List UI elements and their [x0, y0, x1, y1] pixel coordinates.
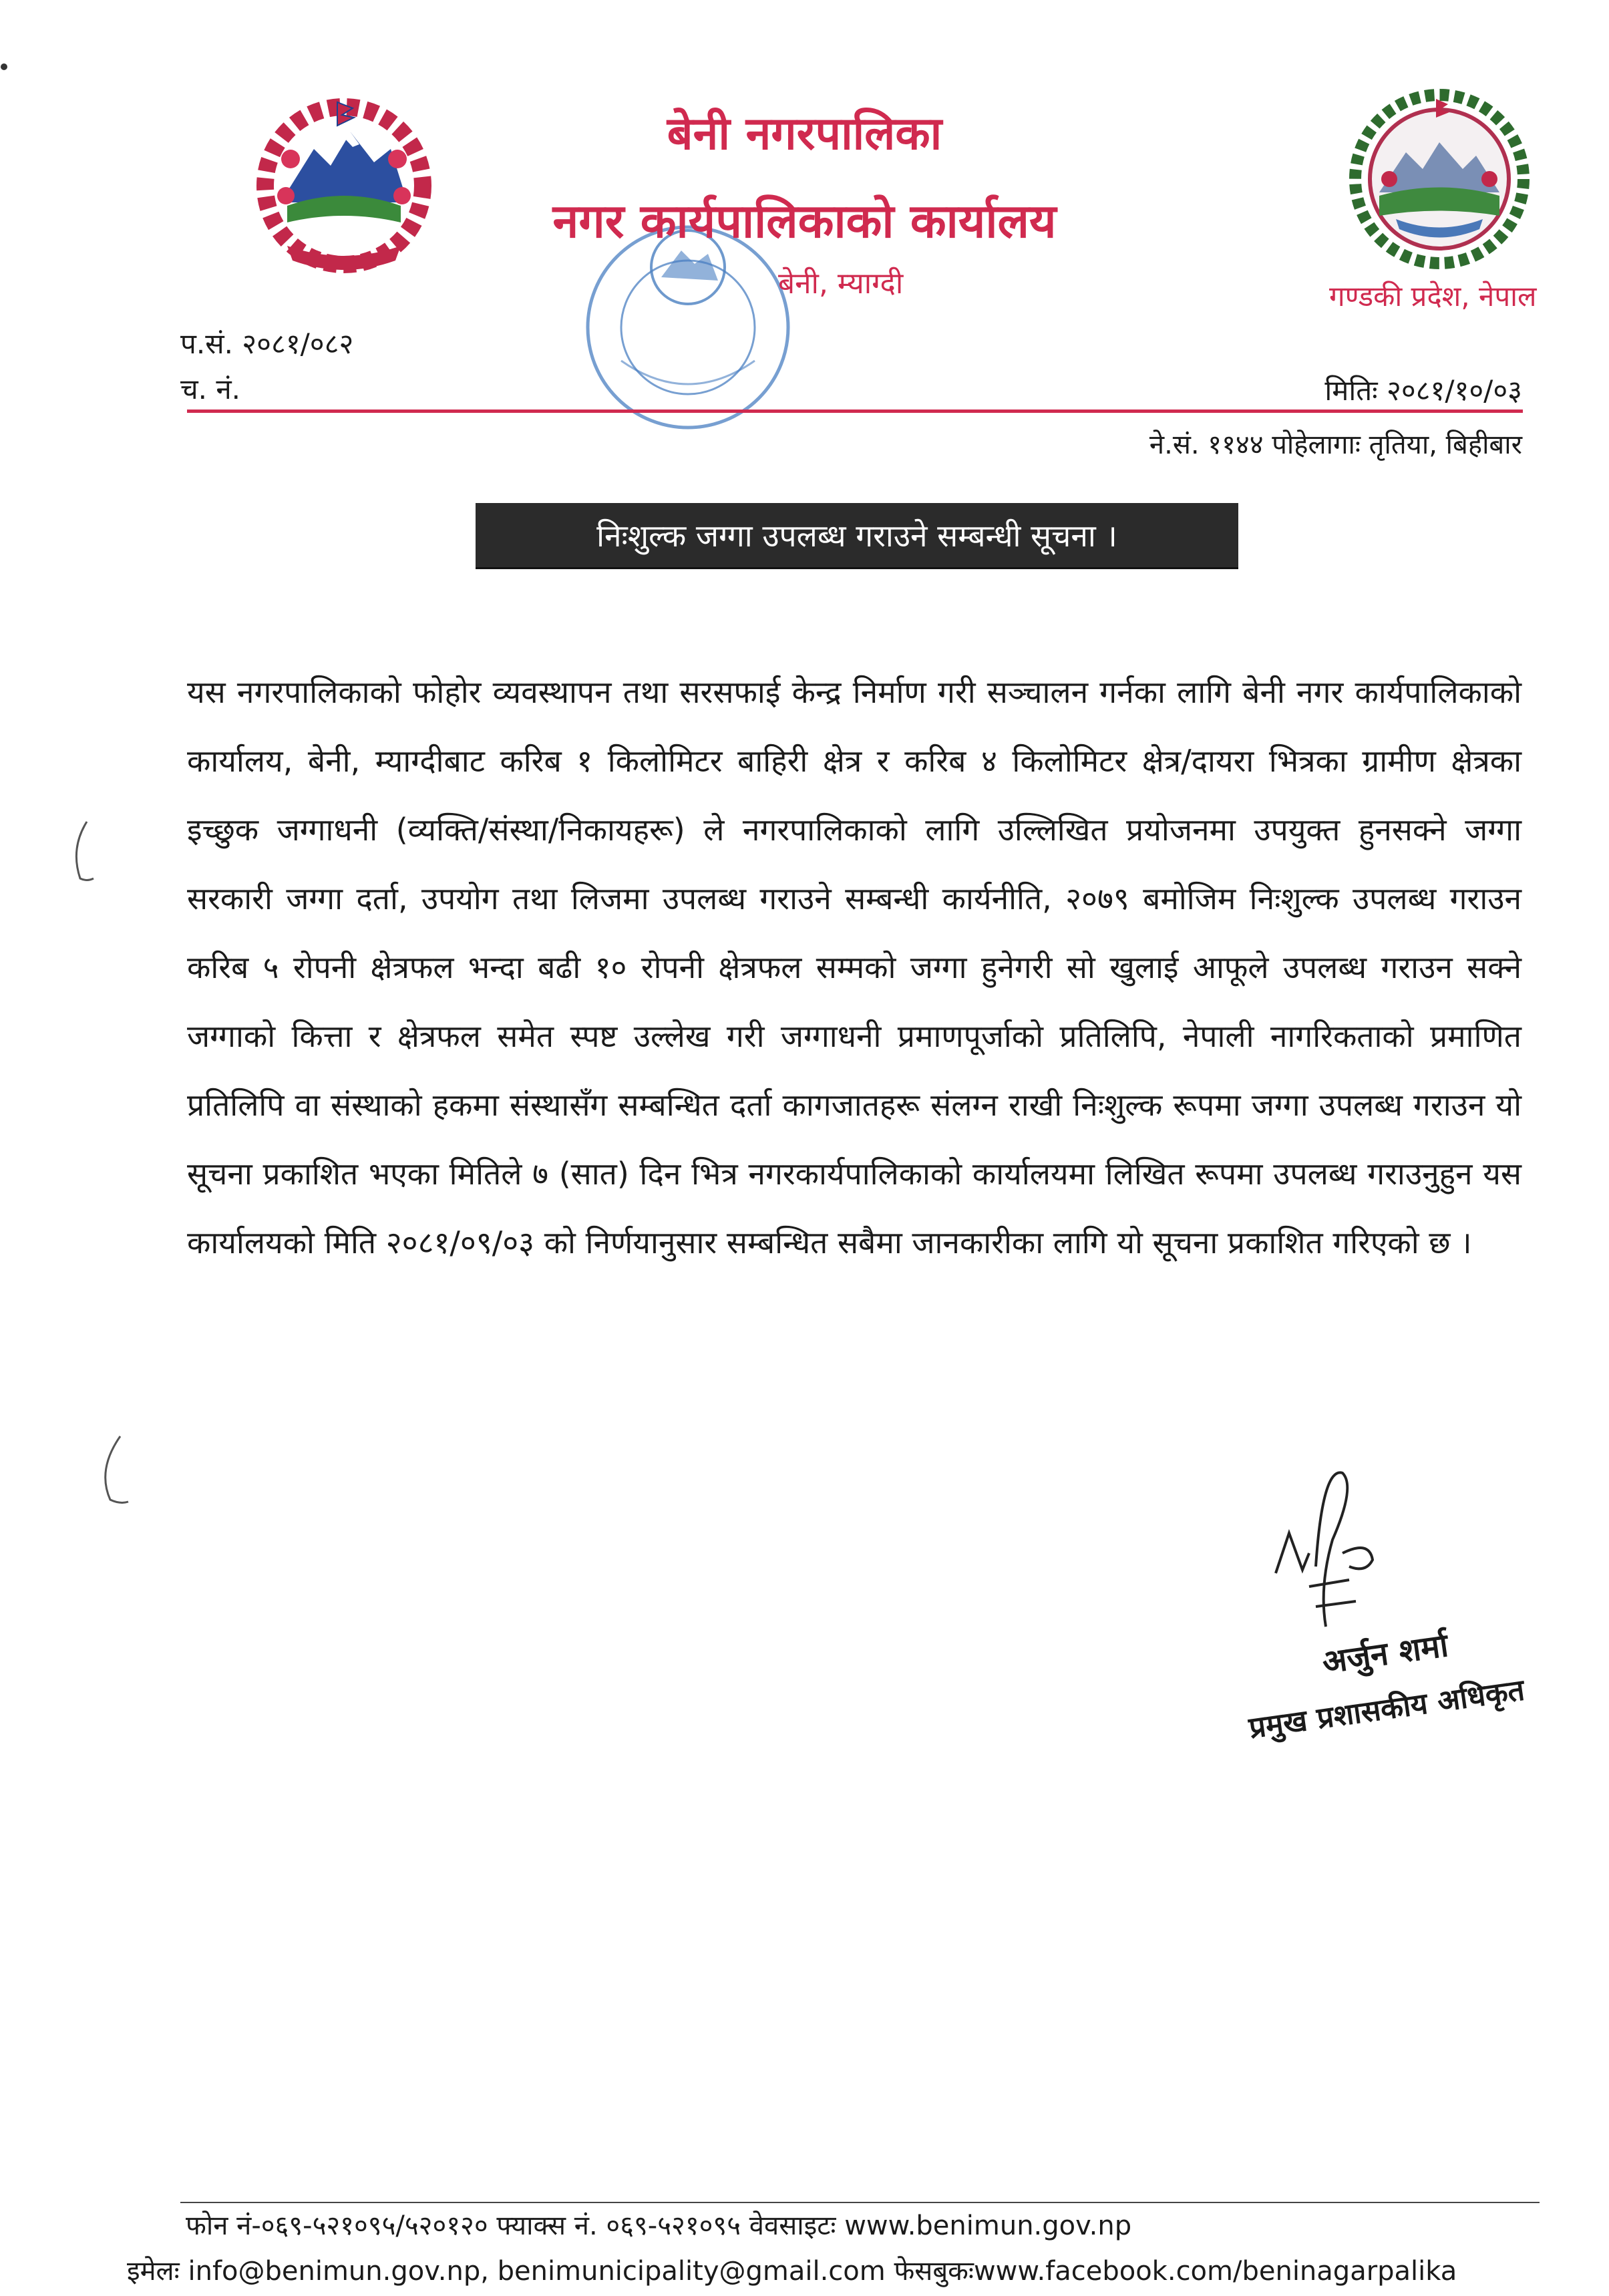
signatory-title: प्रमुख प्रशासकीय अधिकृत: [1246, 1673, 1527, 1746]
office-location: बेनी, म्याग्दी: [778, 267, 904, 301]
nepal-sambat-date: ने.सं. ११४४ पोहेलागाः तृतिया, बिहीबार: [1149, 430, 1522, 460]
dispatch-number: च. नं.: [180, 373, 241, 405]
scan-speck-mark: [0, 60, 13, 73]
signatory-name: अर्जुन शर्मा: [1320, 1626, 1451, 1681]
province-label: गण्डकी प्रदेश, नेपाल: [1329, 280, 1537, 313]
municipality-name: बेनी नगरपालिका: [667, 108, 942, 160]
letter-date: मितिः २०८१/१०/०३: [1324, 374, 1522, 407]
margin-pen-mark: [94, 1430, 134, 1510]
header-divider: [187, 409, 1523, 413]
notice-body: यस नगरपालिकाको फोहोर व्यवस्थापन तथा सरसफाई केन्द्र निर्माण गरी सञ्चालन गर्नका लागि बेनी नगर कार्यपालिकाको कार्यालय, बेनी, म्याग्दीबाट करिब १ किलोमिटर बाहिरी क्षेत्र र करिब ४ किलोमिटर क्षेत्र/दायरा भित्रका ग्रामीण क्षेत्रका इच्छुक जग्गाधनी (व्यक्ति/संस्था/निकायहरू) ले नगरपालिकाको लागि उल्लिखित प्रयोजनमा उपयुक्त हुनसक्ने जग्गा सरकारी जग्गा दर्ता, उपयोग तथा लिजमा उपलब्ध गराउने सम्बन्धी कार्यनीति, २०७९ बमोजिम निःशुल्क उपलब्ध गराउन करिब ५ रोपनी क्षेत्रफल भन्दा बढी १० रोपनी क्षेत्रफल सम्मको जग्गा हुनेगरी सो खुलाई आफूले उपलब्ध गराउन सक्ने जग्गाको कित्ता र क्षेत्रफल समेत स्पष्ट उल्लेख गरी जग्गाधनी प्रमाणपूर्जाको प्रतिलिपि, नेपाली नागरिकताको प्रमाणित प्रतिलिपि वा संस्थाको हकमा संस्थासँग सम्बन्धित दर्ता कागजातहरू संलग्न राखी निःशुल्क रूपमा जग्गा उपलब्ध गराउन यो सूचना प्रकाशित भएका मितिले ७ (सात) दिन भित्र नगरकार्यपालिकाको कार्यालयमा लिखित रूपमा उपलब्ध गराउनुहुन यस कार्यालयको मिति २०८१/०९/०३ को निर्णयानुसार सम्बन्धित सबैमा जानकारीका लागि यो सूचना प्रकाशित गरिएको छ ।: [187, 674, 1522, 1261]
handwritten-signature: [1256, 1453, 1456, 1653]
footer-email-line: इमेलः info@benimun.gov.np, benimunicipality@gmail.com फेसबुकःwww.facebook.com/beninagarpalika: [127, 2256, 1457, 2287]
notice-subject: [476, 503, 1238, 569]
notice-subject-text: निःशुल्क जग्गा उपलब्ध गराउने सम्बन्धी सूचना ।: [596, 518, 1117, 554]
office-name: नगर कार्यपालिकाको कार्यालय: [552, 194, 1057, 249]
reference-number: प.सं. २०८१/०८२: [180, 327, 354, 360]
margin-pen-mark: [67, 815, 100, 888]
footer-contact-line: फोन नं-०६९-५२१०९५/५२०१२० फ्याक्स नं. ०६९-५२१०९५ वेवसाइटः www.benimun.gov.np: [186, 2210, 1132, 2241]
footer-divider: [180, 2202, 1540, 2203]
